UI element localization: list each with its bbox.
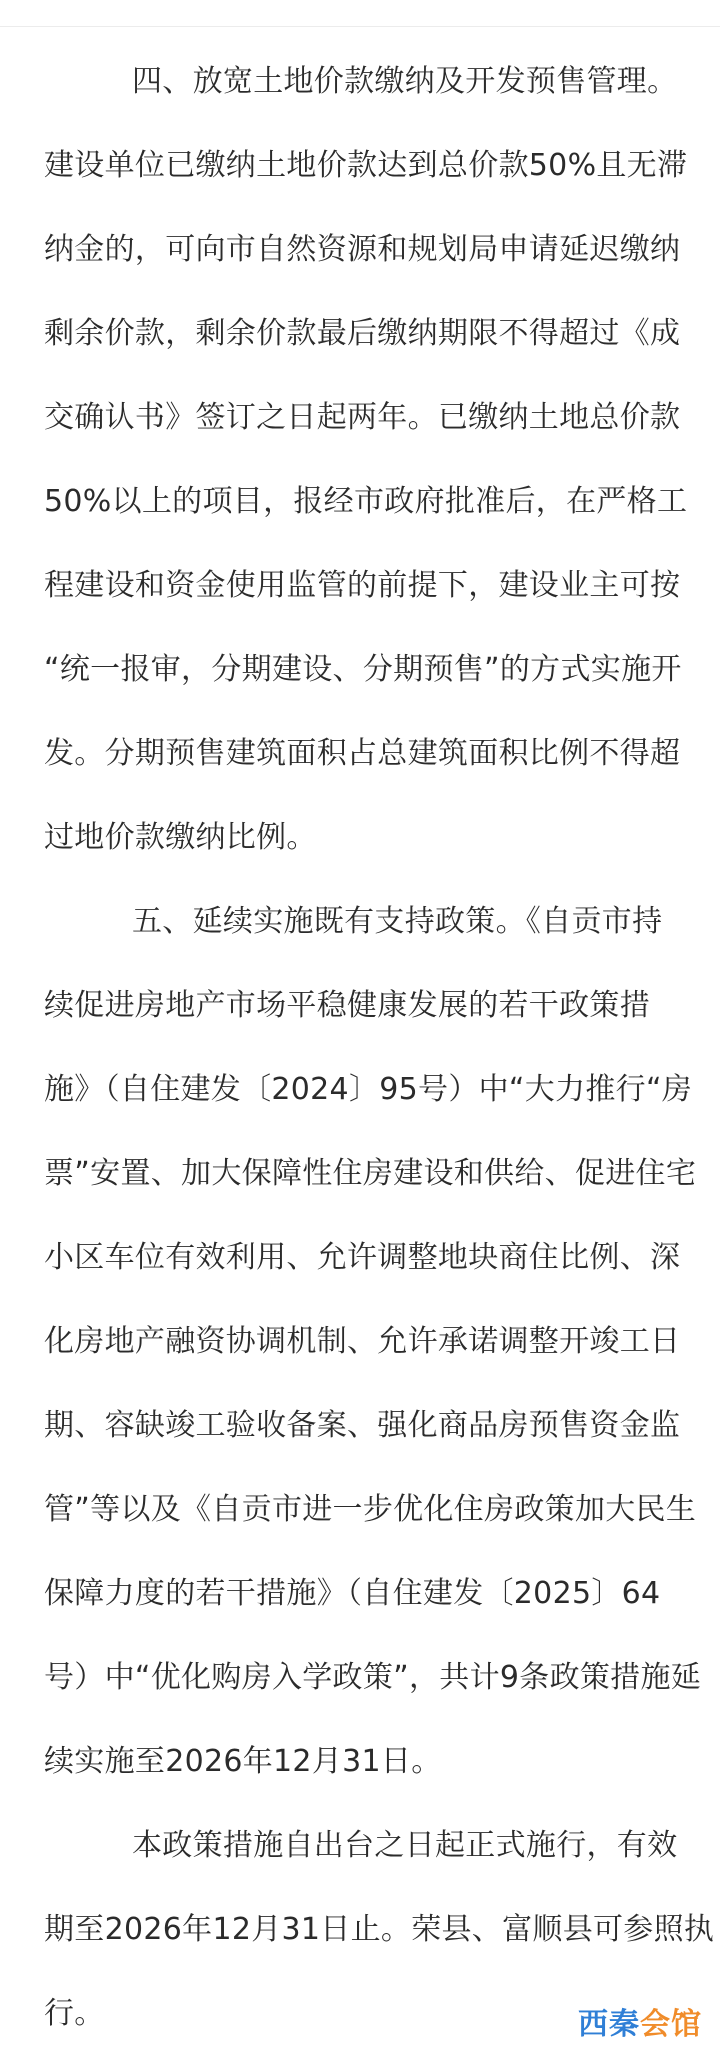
- paragraph-4: [44, 40, 688, 880]
- text-line: 票”安置、加大保障性住房建设和供给、促进住宅: [44, 1156, 697, 1191]
- text-line: 四、放宽土地价款缴纳及开发预售管理。: [132, 64, 678, 99]
- text-line: 过地价款缴纳比例。: [44, 820, 317, 855]
- watermark-text-part2: 会馆: [640, 2007, 702, 2042]
- text-line: 化房地产融资协调机制、允许承诺调整开竣工日: [44, 1324, 681, 1359]
- text-line: 管”等以及《自贡市进一步优化住房政策加大民生: [44, 1492, 697, 1527]
- text-line: 小区车位有效利用、允许调整地块商住比例、深: [44, 1240, 681, 1275]
- text-line: 续促进房地产市场平稳健康发展的若干政策措: [44, 988, 650, 1023]
- text-line: 期、容缺竣工验收备案、强化商品房预售资金监: [44, 1408, 681, 1443]
- article-body: [44, 40, 715, 2056]
- text-line: 本政策措施自出台之日起正式施行，有效: [132, 1828, 678, 1863]
- watermark-text-part1: 西秦: [578, 2007, 640, 2042]
- text-line: 行。: [44, 1996, 105, 2031]
- text-line: “统一报审，分期建设、分期预售”的方式实施开: [44, 652, 682, 687]
- watermark-logo: [578, 1999, 702, 2043]
- text-line: 保障力度的若干措施》（自住建发〔2025〕64: [44, 1576, 661, 1611]
- text-line: 剩余价款，剩余价款最后缴纳期限不得超过《成: [44, 316, 681, 351]
- text-line: 五、延续实施既有支持政策。《自贡市持: [132, 904, 663, 939]
- paragraph-5: [44, 880, 702, 1804]
- text-line: 期至2026年12月31日止。荣县、富顺县可参照执: [44, 1912, 715, 1947]
- text-line: 发。分期预售建筑面积占总建筑面积比例不得超: [44, 736, 681, 771]
- text-line: 建设单位已缴纳土地价款达到总价款50%且无滞: [44, 148, 688, 183]
- text-line: 续实施至2026年12月31日。: [44, 1744, 442, 1779]
- text-line: 纳金的，可向市自然资源和规划局申请延迟缴纳: [44, 232, 681, 267]
- text-line: 程建设和资金使用监管的前提下，建设业主可按: [44, 568, 681, 603]
- text-line: 50%以上的项目，报经市政府批准后，在严格工: [44, 484, 688, 519]
- top-divider: [0, 26, 720, 27]
- text-line: 交确认书》签订之日起两年。已缴纳土地总价款: [44, 400, 681, 435]
- text-line: 施》（自住建发〔2024〕95号）中“大力推行“房: [44, 1072, 693, 1107]
- text-line: 号）中“优化购房入学政策”，共计9条政策措施延: [44, 1660, 702, 1695]
